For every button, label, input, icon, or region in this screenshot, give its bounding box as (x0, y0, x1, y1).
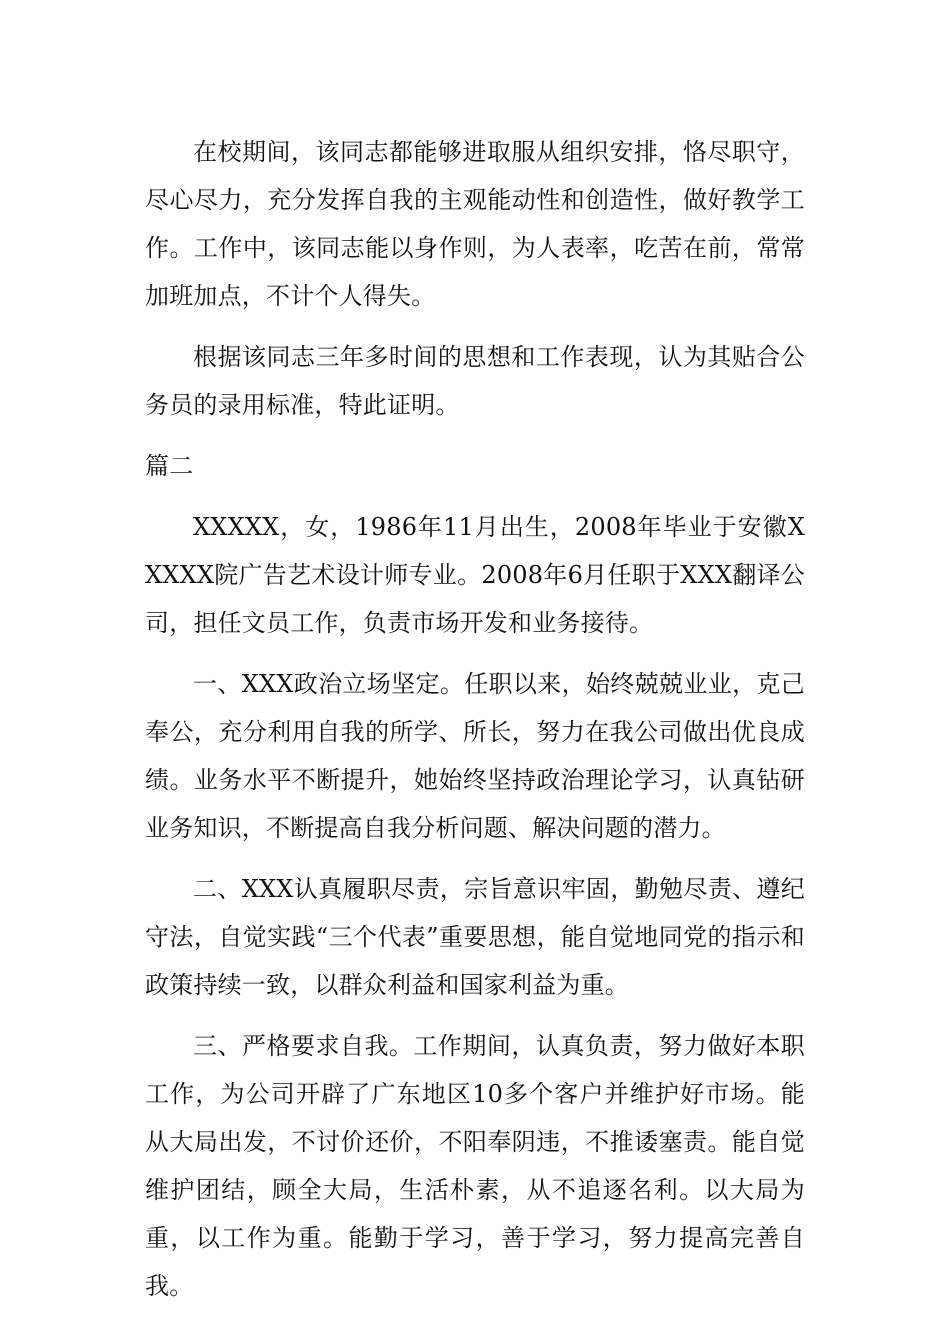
paragraph-certification: 根据该同志三年多时间的思想和工作表现，认为其贴合公务员的录用标准，特此证明。 (145, 343, 805, 419)
section-heading: 篇二 (145, 452, 194, 480)
paragraph-point-three: 三、严格要求自我。工作期间，认真负责，努力做好本职工作，为公司开辟了广东地区10多个客户并维护好市场。能从大局出发，不讨价还价，不阳奉阴违，不推诿塞责。能自觉维护团结，顾全大局，生活朴素，从不追逐名利。以大局为重，以工作为重。能勤于学习，善于学习，努力提高完善自我。 (145, 1032, 805, 1300)
paragraph-point-two: 二、XXX认真履职尽责，宗旨意识牢固，勤勉尽责、遵纪守法，自觉实践“三个代表”重要思想，能自觉地同党的指示和政策持续一致，以群众利益和国家利益为重。 (145, 875, 805, 999)
paragraph-school-conduct: 在校期间，该同志都能够进取服从组织安排，恪尽职守，尽心尽力，充分发挥自我的主观能动性和创造性，做好教学工作。工作中，该同志能以身作则，为人表率，吃苦在前，常常加班加点，不计个人得失。 (145, 138, 805, 310)
paragraph-point-one: 一、XXX政治立场坚定。任职以来，始终兢兢业业，克己奉公，充分利用自我的所学、所长，努力在我公司做出优良成绩。业务水平不断提升，她始终坚持政治理论学习，认真钻研业务知识，不断提高自我分析问题、解决问题的潜力。 (145, 670, 805, 842)
paragraph-profile: XXXXX，女，1986年11月出生，2008年毕业于安徽XXXXX院广告艺术设计师专业。2008年6月任职于XXX翻译公司，担任文员工作，负责市场开发和业务接待。 (145, 513, 805, 637)
document-body (145, 128, 805, 1323)
